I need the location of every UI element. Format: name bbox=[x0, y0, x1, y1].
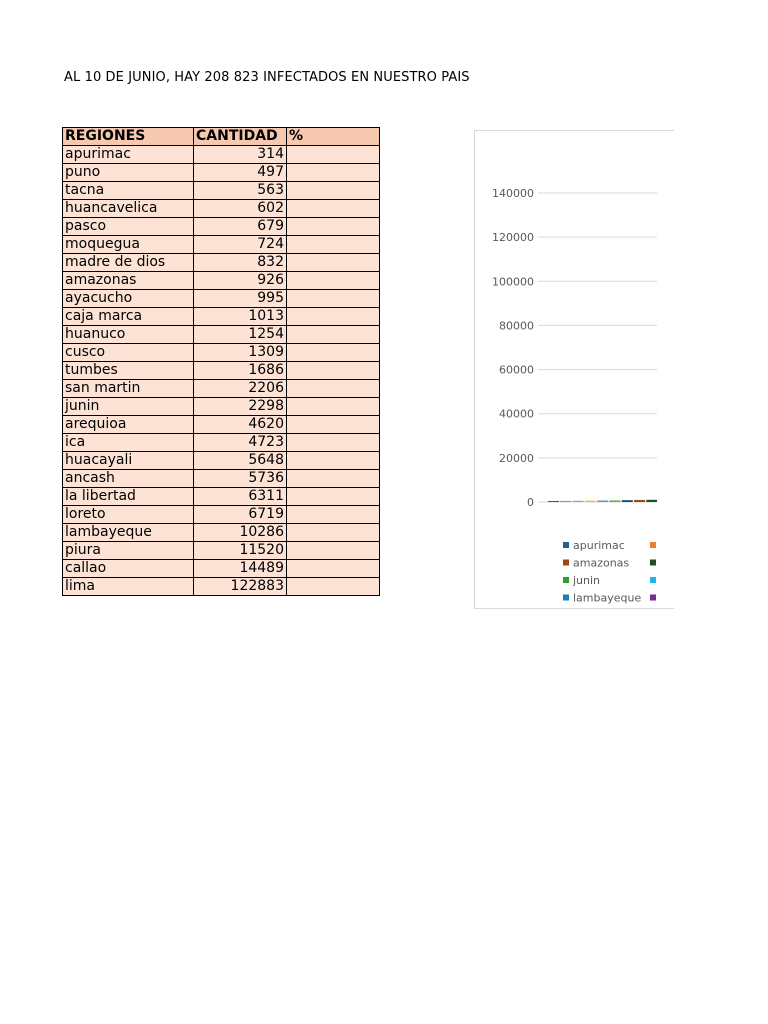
chart-area bbox=[474, 130, 657, 609]
table-row bbox=[63, 146, 380, 164]
percent-cell bbox=[287, 542, 380, 560]
table-row bbox=[63, 560, 380, 578]
region-cell: ayacucho bbox=[63, 290, 194, 308]
cantidad-cell: 2298 bbox=[194, 398, 287, 416]
percent-cell bbox=[287, 308, 380, 326]
percent-cell bbox=[287, 578, 380, 596]
bar bbox=[597, 501, 608, 502]
bar bbox=[622, 500, 633, 502]
region-cell: lima bbox=[63, 578, 194, 596]
legend-label: amazonas bbox=[573, 556, 630, 570]
cantidad-cell: 14489 bbox=[194, 560, 287, 578]
table-row bbox=[63, 506, 380, 524]
table-row bbox=[63, 254, 380, 272]
table-row bbox=[63, 452, 380, 470]
percent-cell bbox=[287, 398, 380, 416]
percent-cell bbox=[287, 290, 380, 308]
percent-cell bbox=[287, 344, 380, 362]
y-tick-label: 40000 bbox=[499, 407, 534, 421]
chart bbox=[474, 130, 657, 609]
percent-cell bbox=[287, 524, 380, 542]
region-cell: junin bbox=[63, 398, 194, 416]
region-cell: tacna bbox=[63, 182, 194, 200]
cantidad-cell: 6311 bbox=[194, 488, 287, 506]
percent-cell bbox=[287, 506, 380, 524]
cantidad-cell: 995 bbox=[194, 290, 287, 308]
table-row bbox=[63, 236, 380, 254]
table-row bbox=[63, 578, 380, 596]
cantidad-cell: 4620 bbox=[194, 416, 287, 434]
table-body bbox=[63, 146, 380, 596]
cantidad-cell: 497 bbox=[194, 164, 287, 182]
percent-cell bbox=[287, 182, 380, 200]
region-cell: lambayeque bbox=[63, 524, 194, 542]
region-cell: puno bbox=[63, 164, 194, 182]
region-cell: loreto bbox=[63, 506, 194, 524]
cantidad-cell: 5736 bbox=[194, 470, 287, 488]
y-tick-label: 120000 bbox=[492, 231, 534, 245]
region-cell: moquegua bbox=[63, 236, 194, 254]
cantidad-cell: 563 bbox=[194, 182, 287, 200]
cantidad-cell: 122883 bbox=[194, 578, 287, 596]
region-cell: amazonas bbox=[63, 272, 194, 290]
cantidad-cell: 1309 bbox=[194, 344, 287, 362]
bar bbox=[610, 500, 621, 502]
cantidad-cell: 1254 bbox=[194, 326, 287, 344]
table-row bbox=[63, 200, 380, 218]
y-tick-label: 100000 bbox=[492, 275, 534, 289]
bar bbox=[585, 501, 596, 502]
table-row bbox=[63, 416, 380, 434]
cantidad-cell: 10286 bbox=[194, 524, 287, 542]
cantidad-cell: 11520 bbox=[194, 542, 287, 560]
cantidad-cell: 2206 bbox=[194, 380, 287, 398]
legend-swatch bbox=[563, 542, 569, 548]
header-regiones: REGIONES bbox=[63, 128, 194, 146]
percent-cell bbox=[287, 164, 380, 182]
legend-swatch bbox=[650, 542, 656, 548]
cantidad-cell: 832 bbox=[194, 254, 287, 272]
region-cell: pasco bbox=[63, 218, 194, 236]
header-cantidad: CANTIDAD bbox=[194, 128, 287, 146]
legend-label: apurimac bbox=[573, 539, 625, 552]
page-title: AL 10 DE JUNIO, HAY 208 823 INFECTADOS EN NUESTRO PAIS bbox=[64, 70, 470, 85]
legend-swatch bbox=[563, 595, 569, 601]
bar bbox=[634, 500, 645, 502]
y-tick-label: 140000 bbox=[492, 187, 534, 200]
table-row bbox=[63, 434, 380, 452]
region-cell: madre de dios bbox=[63, 254, 194, 272]
region-cell: piura bbox=[63, 542, 194, 560]
bar bbox=[646, 500, 657, 502]
cantidad-cell: 1013 bbox=[194, 308, 287, 326]
y-tick-label: 80000 bbox=[499, 319, 534, 333]
percent-cell bbox=[287, 362, 380, 380]
bar bbox=[548, 501, 559, 502]
cantidad-cell: 926 bbox=[194, 272, 287, 290]
percent-cell bbox=[287, 380, 380, 398]
y-tick-label: 20000 bbox=[499, 451, 534, 465]
table-row bbox=[63, 362, 380, 380]
legend-swatch bbox=[650, 560, 656, 566]
region-cell: arequioa bbox=[63, 416, 194, 434]
table-row bbox=[63, 380, 380, 398]
cantidad-cell: 1686 bbox=[194, 362, 287, 380]
table-row bbox=[63, 290, 380, 308]
table-row bbox=[63, 488, 380, 506]
y-tick-label: 60000 bbox=[499, 363, 534, 377]
region-cell: huacayali bbox=[63, 452, 194, 470]
table-header-row bbox=[63, 128, 380, 146]
table-row bbox=[63, 218, 380, 236]
region-cell: ica bbox=[63, 434, 194, 452]
percent-cell bbox=[287, 272, 380, 290]
region-cell: ancash bbox=[63, 470, 194, 488]
cantidad-cell: 5648 bbox=[194, 452, 287, 470]
region-cell: cusco bbox=[63, 344, 194, 362]
legend-swatch bbox=[563, 560, 569, 566]
percent-cell bbox=[287, 218, 380, 236]
table-row bbox=[63, 344, 380, 362]
legend-swatch bbox=[563, 577, 569, 583]
legend-swatch bbox=[650, 577, 656, 583]
table-row bbox=[63, 272, 380, 290]
region-cell: la libertad bbox=[63, 488, 194, 506]
percent-cell bbox=[287, 236, 380, 254]
cantidad-cell: 724 bbox=[194, 236, 287, 254]
region-cell: san martin bbox=[63, 380, 194, 398]
region-cell: tumbes bbox=[63, 362, 194, 380]
region-cell: caja marca bbox=[63, 308, 194, 326]
region-cell: huanuco bbox=[63, 326, 194, 344]
legend-label: lambayeque bbox=[573, 591, 642, 605]
table-row bbox=[63, 542, 380, 560]
legend-swatch bbox=[650, 595, 656, 601]
bar bbox=[573, 501, 584, 502]
legend-label: junin bbox=[573, 574, 601, 587]
table-row bbox=[63, 398, 380, 416]
table-row bbox=[63, 164, 380, 182]
percent-cell bbox=[287, 488, 380, 506]
region-cell: callao bbox=[63, 560, 194, 578]
cantidad-cell: 679 bbox=[194, 218, 287, 236]
percent-cell bbox=[287, 434, 380, 452]
percent-cell bbox=[287, 470, 380, 488]
table-row bbox=[63, 182, 380, 200]
percent-cell bbox=[287, 416, 380, 434]
region-cell: apurimac bbox=[63, 146, 194, 164]
cantidad-cell: 314 bbox=[194, 146, 287, 164]
region-cell: huancavelica bbox=[63, 200, 194, 218]
y-tick-label: 0 bbox=[527, 496, 534, 509]
percent-cell bbox=[287, 326, 380, 344]
cantidad-cell: 602 bbox=[194, 200, 287, 218]
percent-cell bbox=[287, 560, 380, 578]
percent-cell bbox=[287, 254, 380, 272]
table-row bbox=[63, 524, 380, 542]
regions-table bbox=[62, 127, 380, 596]
cantidad-cell: 4723 bbox=[194, 434, 287, 452]
percent-cell bbox=[287, 200, 380, 218]
bar bbox=[560, 501, 571, 502]
table-row bbox=[63, 326, 380, 344]
percent-cell bbox=[287, 146, 380, 164]
cantidad-cell: 6719 bbox=[194, 506, 287, 524]
percent-cell bbox=[287, 452, 380, 470]
table-row bbox=[63, 308, 380, 326]
header-percent: % bbox=[287, 128, 380, 146]
table-row bbox=[63, 470, 380, 488]
